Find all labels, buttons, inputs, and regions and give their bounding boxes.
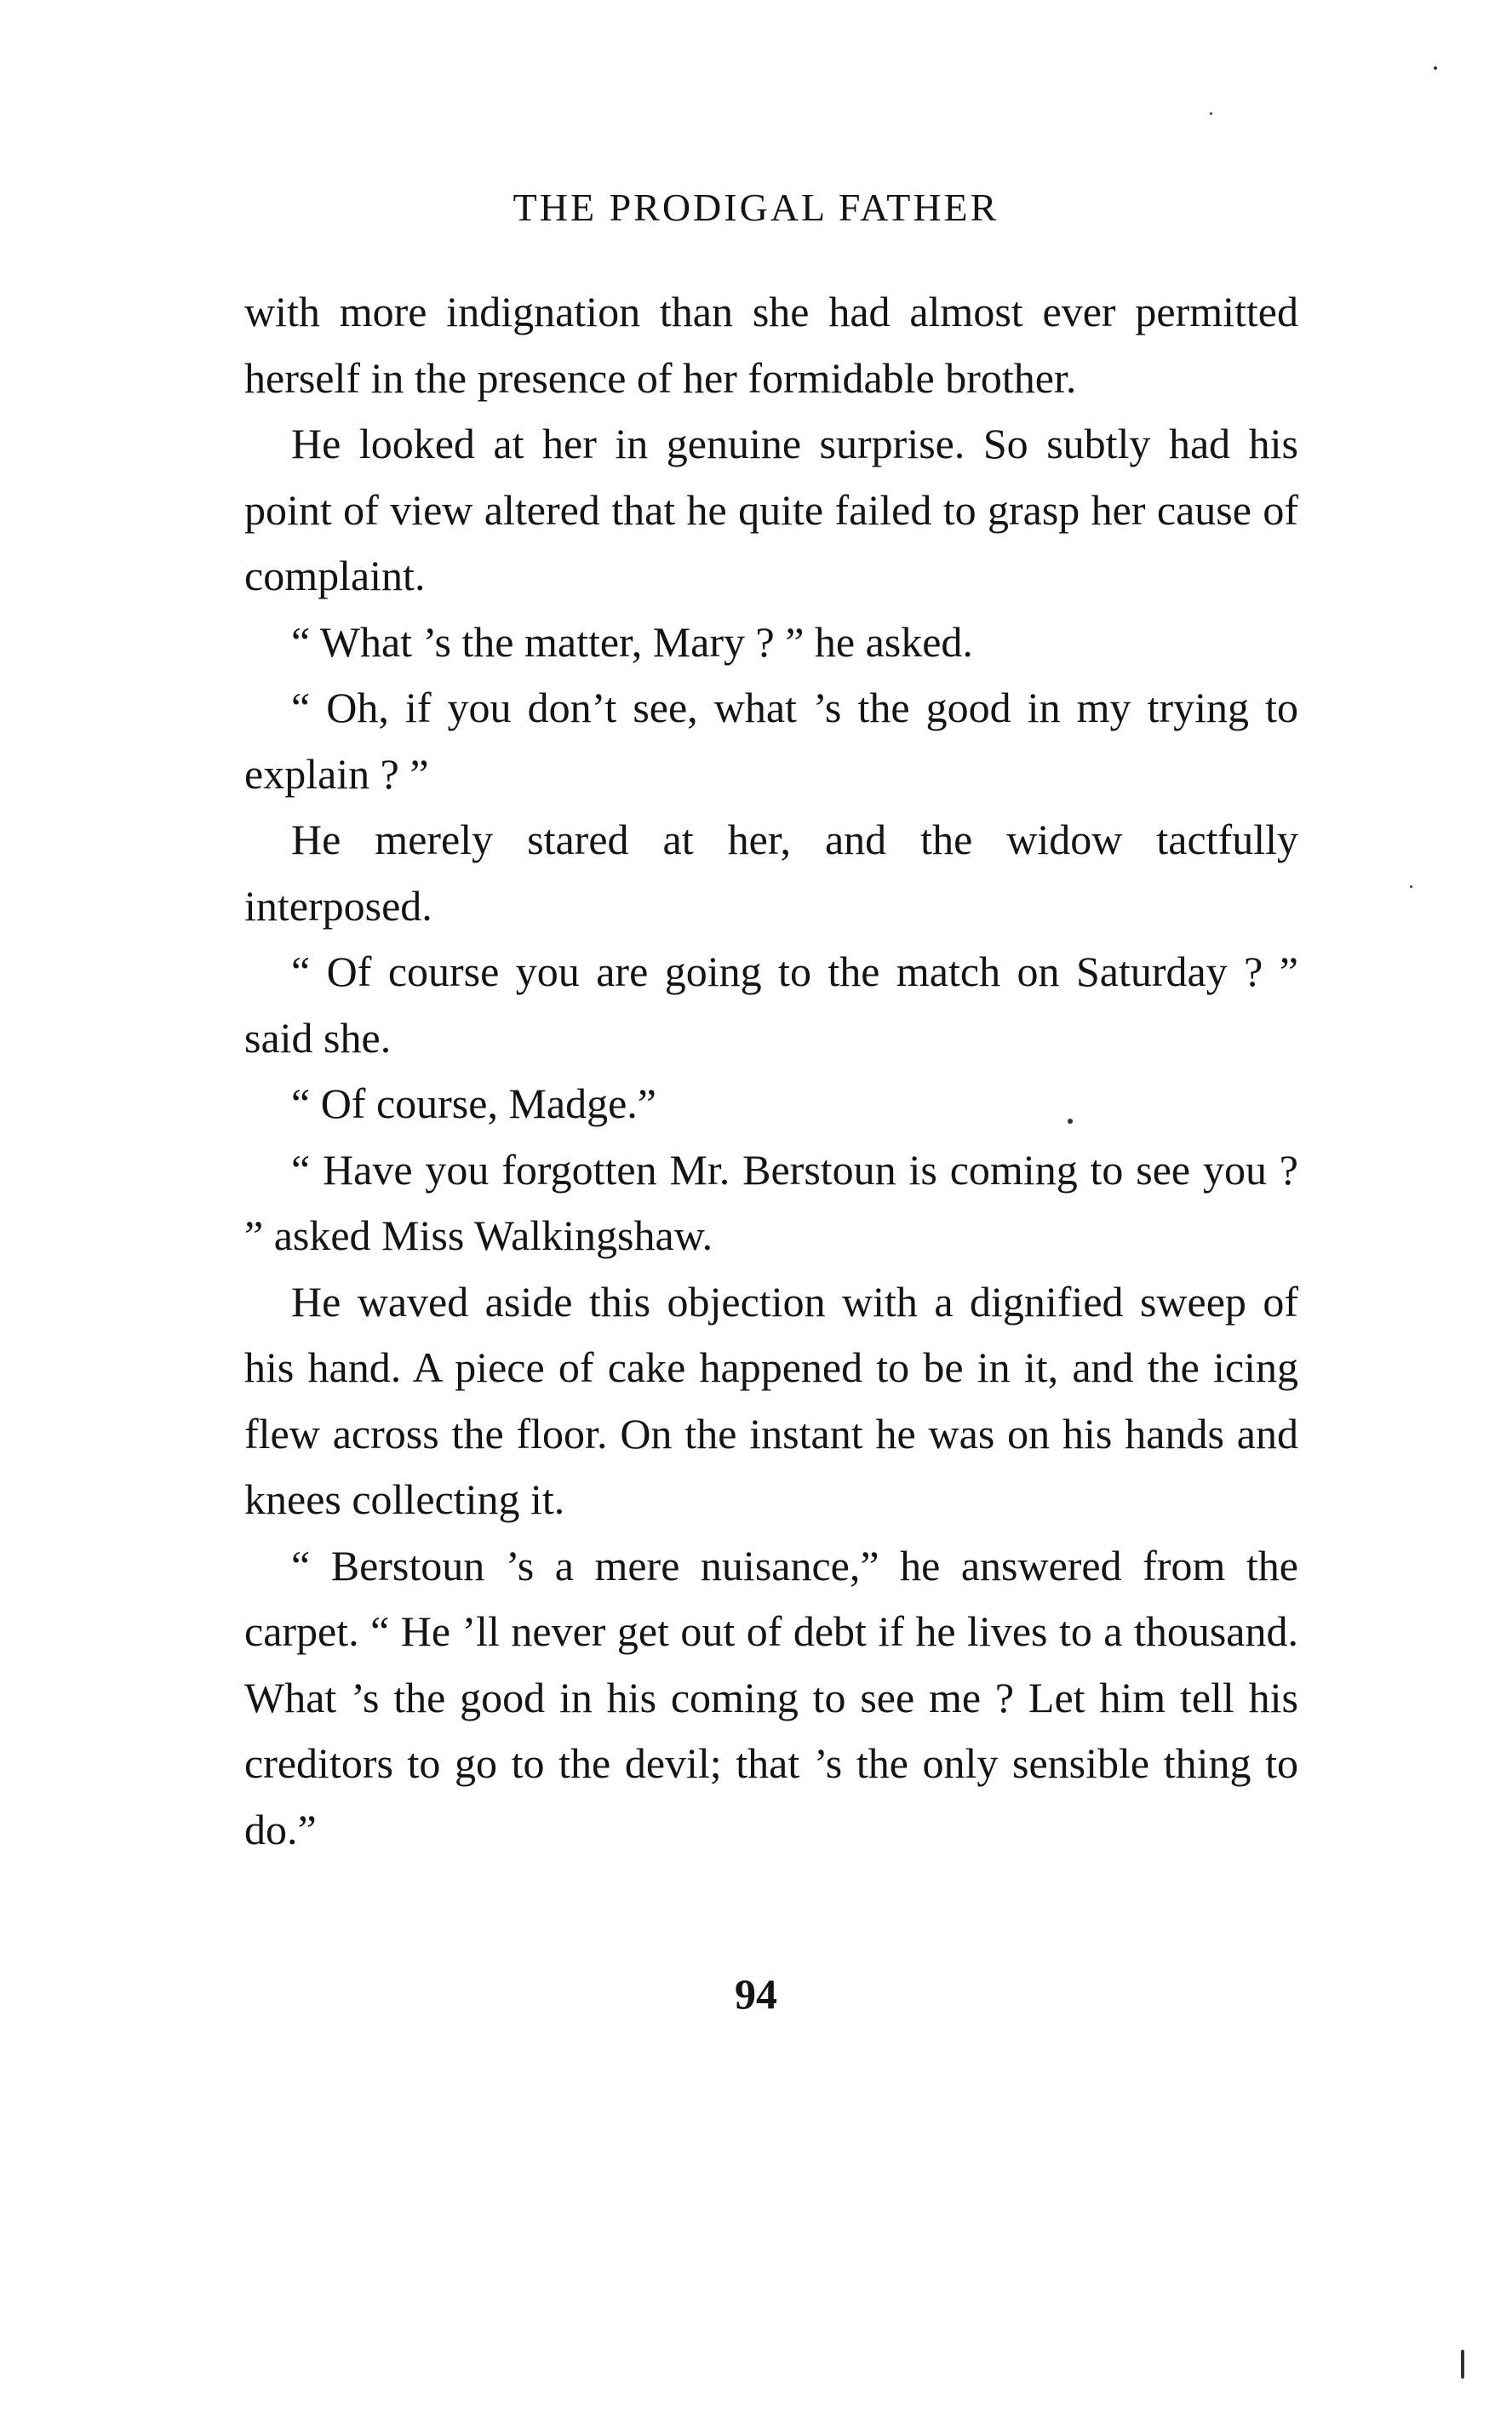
body-text [244, 279, 1298, 1863]
scan-speck [1068, 1119, 1073, 1124]
paragraph-continued: with more indignation than she had almost ever permitted herself in the presence of her formidable brother. [244, 288, 1298, 402]
paragraph: “ Of course you are going to the match on Saturday ? ” said she. [244, 948, 1298, 1062]
paragraph: He waved aside this objection with a dignified sweep of his hand. A piece of cake happened to be in it, and the icing flew across the floor. On the instant he was on his hands and knees collecting it. [244, 1277, 1298, 1523]
scan-speck [1461, 2350, 1464, 2379]
paragraph: “ What ’s the matter, Mary ? ” he asked. [291, 617, 973, 666]
paragraph: He looked at her in genuine surprise. So subtly had his point of view altered that he quite failed to grasp her cause of complaint. [244, 420, 1298, 599]
paragraph: “ Have you forgotten Mr. Berstoun is coming to see you ? ” asked Miss Walkingshaw. [244, 1145, 1298, 1259]
paragraph: “ Oh, if you don’t see, what ’s the good in my trying to explain ? ” [244, 684, 1298, 798]
running-head: THE PRODIGAL FATHER [513, 186, 999, 229]
scan-speck [1410, 885, 1412, 888]
scan-speck [1434, 66, 1437, 70]
paragraph: He merely stared at her, and the widow tactfully interposed. [244, 816, 1298, 930]
paragraph: “ Berstoun ’s a mere nuisance,” he answered from the carpet. “ He ’ll never get out of debt if he lives to a thousand. What ’s the good in his coming to see me ? Let him tell his creditors to go to the devil; that ’s the only sensible thing to do.” [244, 1541, 1298, 1853]
paragraph: “ Of course, Madge.” [291, 1080, 656, 1127]
page-number: 94 [735, 1970, 777, 2018]
scan-speck [1210, 112, 1212, 115]
